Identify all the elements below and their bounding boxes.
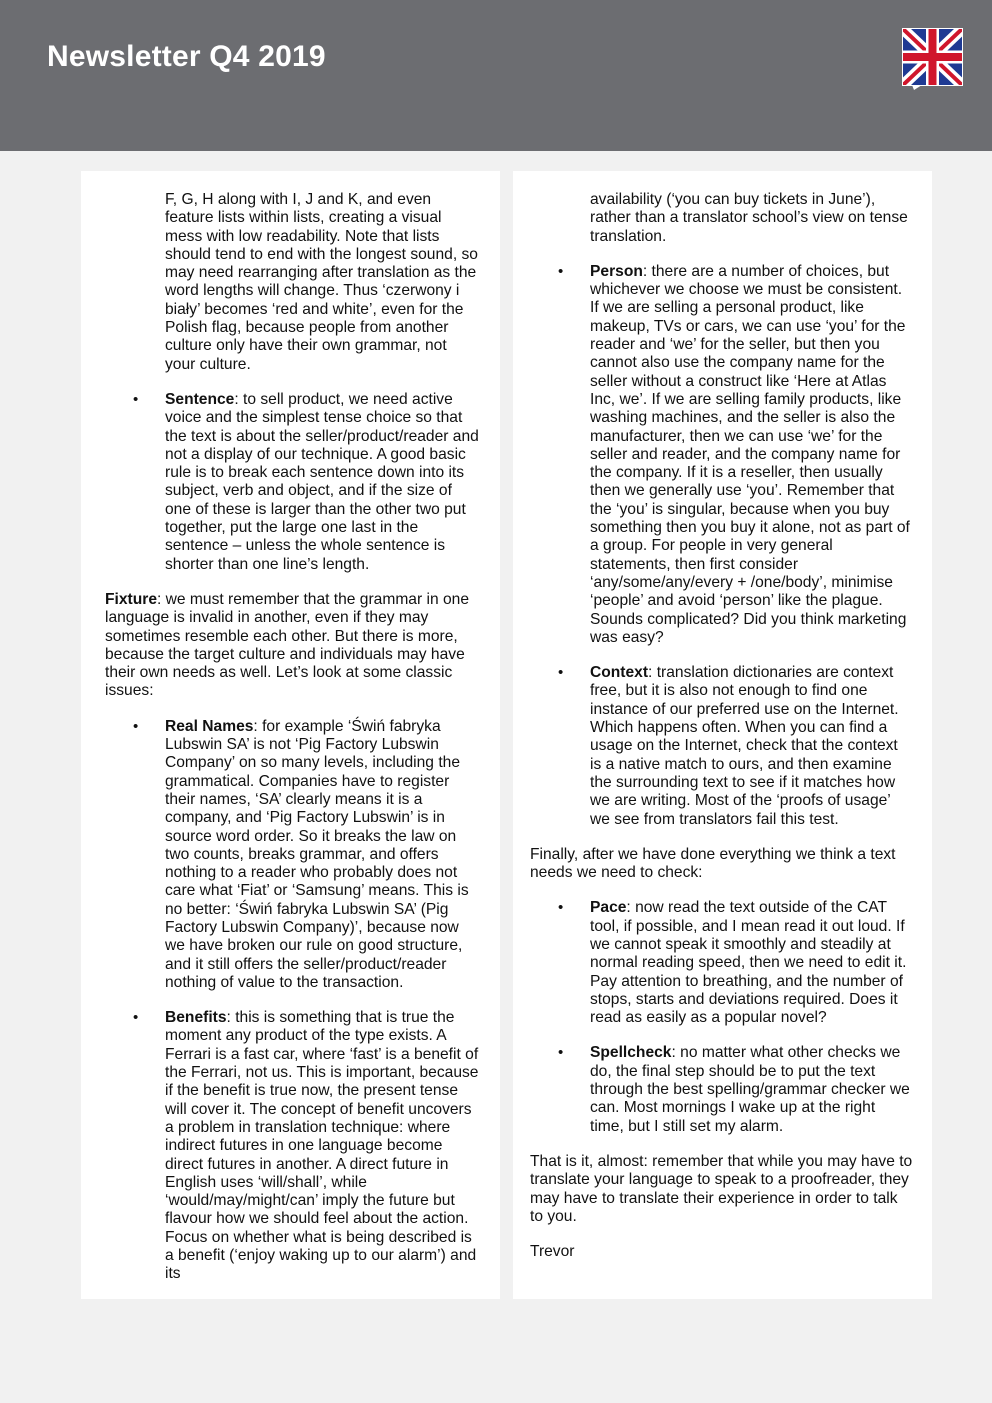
right-column [513,171,932,1299]
term-text: : we must remember that the grammar in one language is invalid in another, even if they may sometimes resemble each other. But there is more, because the target culture and individuals may have their own needs as well. Let’s look at some classic issues: [105,590,469,700]
list-item-person [530,263,913,647]
term-text: : now read the text outside of the CAT tool, if possible, and I mean read it out loud. If we cannot speak it smoothly and steadily at normal reading speed, then we need to edit it. Pay attention to breathing, and the number of stops, starts and deviations required. Does it read as easily as a popular novel? [590,899,907,1027]
term-text: : translation dictionaries are context free, but it is also not enough to find one instance of our preferred use on the Internet. Which happens often. When you can find a usage on the Internet, check that the context is a native match to ours, and then examine the surrounding text to see if it matches how we are writing. Most of the ‘proofs of usage’ we see from translators fail this test. [590,664,899,828]
bullet-icon: • [558,262,564,280]
list-top-left [105,191,481,574]
list-item-continued [105,191,481,374]
list-item-context [530,664,913,829]
list-item-pace [530,899,913,1027]
list-item-text: F, G, H along with I, J and K, and even feature lists within lists, creating a visual mess with low readability. Note that lists should tend to end with the longest sound, so may need rearranging after translation as the word lengths will change. Thus ‘czerwony i biały’ becomes ‘red and white’, even for the Polish flag, because people from another culture only have their own grammar, not your culture. [165,191,478,373]
page-header [0,0,992,151]
term-text: : this is something that is true the moment any product of the type exists. A Ferrari is a fast car, where ‘fast’ is a benefit of the Ferrari, not us. This is important, because if the benefit is true now, the present tense will cover it. The concept of benefit uncovers a problem in translation technique: where indirect futures in one language become direct futures in another. A direct future in English uses ‘will/shall’, while ‘would/may/might/can’ imply the future but flavour how we should feel about the action. Focus on whether what is being described is a benefit (‘enjoy waking up to our alarm’) and its [165,1009,479,1283]
term-label: Person [590,262,643,280]
term-label: Spellcheck [590,1044,672,1062]
term-label: Benefits [165,1009,227,1027]
list-item-sentence [105,391,481,574]
signature: Trevor [530,1243,575,1261]
list-item-spellcheck [530,1044,913,1135]
bullet-icon: • [558,1044,564,1062]
bullet-icon: • [133,717,139,735]
term-label: Context [590,664,649,682]
term-text: : to sell product, we need active voice and the simplest tense choice so that the text is about the seller/product/reader and not a display of our technique. A good basic rule is to break each sentence down into its subject, verb and object, and if the size of one of these is larger than the other two put together, put the large one last in the sentence – unless the whole sentence is shorter than one line’s length. [165,390,479,573]
paragraph-finally: Finally, after we have done everything we think a text needs we need to check: [530,845,896,882]
page-title: Newsletter Q4 2019 [47,40,326,73]
list-item-real-names [105,718,481,992]
list-top-right [530,191,913,829]
bullet-icon: • [558,664,564,682]
term-label: Real Names [165,717,254,735]
list-issues [105,718,481,1284]
term-label: Pace [590,899,627,917]
bullet-icon: • [558,899,564,917]
list-item-text: availability (‘you can buy tickets in June’), rather than a translator school’s view on tense translation. [590,191,908,245]
paragraph-closing: That is it, almost: remember that while you may have to translate your language to speak to a proofreader, they may have to translate their experience in order to talk to you. [530,1152,913,1225]
uk-flag-icon [902,28,963,90]
list-checks [530,899,913,1136]
list-item-continued [530,191,913,246]
term-label: Sentence [165,390,235,408]
term-text: : no matter what other checks we do, the final step should be to put the text through the best spelling/grammar checker we can. Most mornings I wake up at the right time, but I still set my alarm. [590,1044,910,1135]
term-text: : there are a number of choices, but whichever we choose we must be consistent. If we are selling a personal product, like makeup, TVs or cars, we can use ‘you’ for the reader and ‘we’ for the seller, but then you cannot also use the company name for the seller without a construct like ‘Here at Atlas Inc, we’. If we are selling family products, like washing machines, and the seller is also the manufacturer, then we can use ‘we’ for the seller and reader, and the company name for the company. If it is a reseller, then usually then we generally use ‘you’. Remember that the ‘you’ is singular, because when you buy something then you buy it alone, not as part of a group. For people in very general statements, then first consider ‘any/some/any/every + /one/body’, minimise ‘people’ and avoid ‘person’ like the plague. Sounds complicated? Did you think marketing was easy? [590,262,910,646]
paragraph-fixture [105,591,481,701]
term-label: Fixture [105,590,157,608]
term-text: : for example ‘Świń fabryka Lubswin SA’ is not ‘Pig Factory Lubswin Company’ on so many levels, including the grammatical. Companies have to register their names, ‘SA’ clearly means it is a company, and ‘Pig Factory Lubswin’ is in source word order. So it breaks the law on two counts, breaks grammar, and offers nothing to a reader who probably does not care what ‘Fiat’ or ‘Samsung’ means. This is no better: ‘Świń fabryka Lubswin SA’ (Pig Factory Lubswin Company)’, because now we have broken our rule on good structure, and it still offers the seller/product/reader nothing of value to the transaction. [165,717,469,991]
bullet-icon: • [133,390,139,408]
bullet-icon: • [133,1009,139,1027]
left-column [81,171,500,1299]
list-item-benefits [105,1009,481,1283]
